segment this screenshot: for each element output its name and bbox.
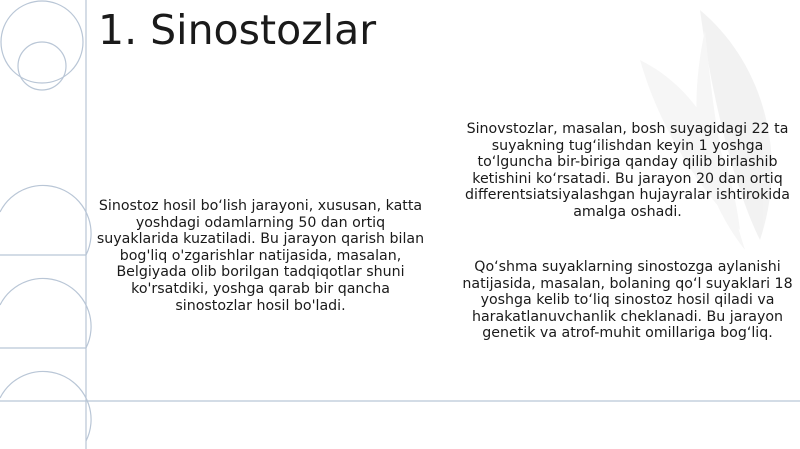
left-paragraph: Sinostoz hosil bo‘lish jarayoni, xususan, katta yoshdagi odamlarning 50 dan ortiq suyaklarida kuzatiladi. Bu jarayon qarish bilan bog'liq o'zgarishlar natijasida, masalan, Belgiyada olib borilgan tadqiqotlar shuni ko'rsatdiki, yoshga qarab bir qancha sinostozlar hosil bo'ladi.	[96, 198, 425, 314]
right-paragraph-top: Sinovstozlar, masalan, bosh suyagidagi 22 ta suyakning tug‘ilishdan keyin 1 yoshga to‘lguncha bir-biriga qanday qilib birlashib ketishini ko‘rsatadi. Bu jarayon 20 dan ortiq differentsiatsiyalashgan hujayralar ishtirokida amalga oshadi.	[465, 121, 790, 220]
slide-title: 1. Sinostozlar	[98, 6, 377, 54]
right-paragraph-bottom: Qo‘shma suyaklarning sinostozga aylanishi natijasida, masalan, bolaning qo‘l suyaklari 18 yoshga kelib to‘liq sinostoz hosil qiladi va harakatlanuvchanlik cheklanadi. Bu jarayon genetik va atrof-muhit omillariga bog‘liq.	[462, 259, 793, 342]
